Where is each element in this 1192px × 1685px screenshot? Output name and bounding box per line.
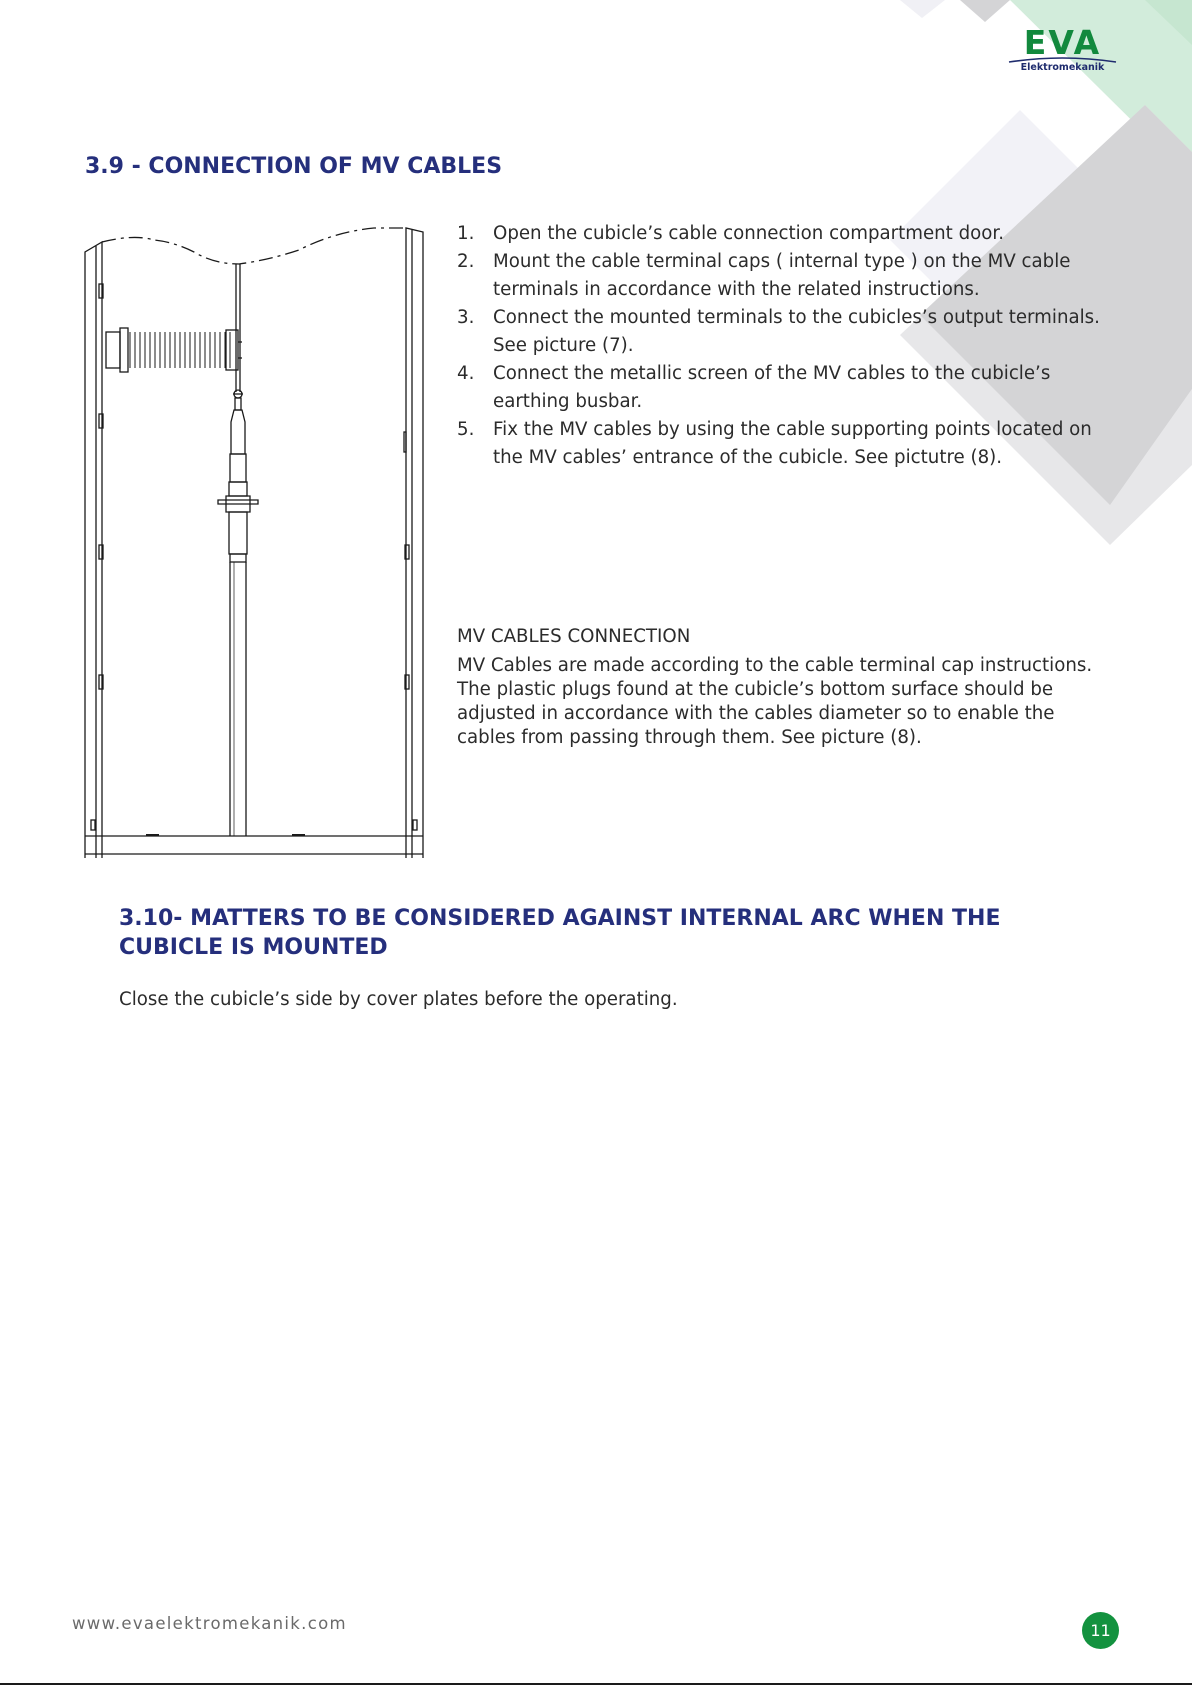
- mv-cables-connection-paragraph: MV Cables are made according to the cable terminal cap instructions. The plastic plugs found at the cubicle’s bottom surface should be adjusted in accordance with the cables diameter so to enable the cables from passing through them. See picture (8).: [457, 655, 1093, 748]
- list-item: [457, 360, 1117, 416]
- installation-steps-list: [457, 220, 1117, 472]
- step-text: Connect the metallic screen of the MV cables to the cubicle’s earthing busbar.: [493, 363, 1051, 412]
- list-item: [457, 304, 1117, 360]
- step-number: 5.: [457, 419, 475, 440]
- step-number: 3.: [457, 307, 475, 328]
- step-number: 4.: [457, 363, 475, 384]
- mv-cables-connection-subheading: MV CABLES CONNECTION: [457, 626, 691, 647]
- step-text: Connect the mounted terminals to the cubicles’s output terminals. See picture (7).: [493, 307, 1100, 356]
- internal-arc-paragraph: Close the cubicle’s side by cover plates before the operating.: [119, 989, 678, 1010]
- section-title-mv-cables: 3.9 - CONNECTION OF MV CABLES: [85, 154, 503, 179]
- logo-subtext: Elektromekanik: [1020, 62, 1105, 73]
- step-number: 2.: [457, 251, 475, 272]
- step-text: Fix the MV cables by using the cable supporting points located on the MV cables’ entrance of the cubicle. See pictutre (8).: [493, 419, 1092, 468]
- logo-wordmark: EVA: [1023, 23, 1102, 62]
- list-item: [457, 248, 1117, 304]
- list-item: [457, 416, 1117, 472]
- step-number: 1.: [457, 223, 475, 244]
- step-text: Mount the cable terminal caps ( internal type ) on the MV cable terminals in accordance with the related instructions.: [493, 251, 1071, 300]
- cubicle-cable-drawing: [84, 222, 424, 858]
- company-logo: [1005, 23, 1120, 76]
- page-number-badge: 11: [1082, 1612, 1119, 1649]
- step-text: Open the cubicle’s cable connection compartment door.: [493, 223, 1004, 244]
- footer-website-link[interactable]: www.evaelektromekanik.com: [72, 1614, 347, 1633]
- section-title-internal-arc: 3.10- MATTERS TO BE CONSIDERED AGAINST INTERNAL ARC WHEN THE CUBICLE IS MOUNTED: [119, 906, 1001, 960]
- list-item: [457, 220, 1117, 248]
